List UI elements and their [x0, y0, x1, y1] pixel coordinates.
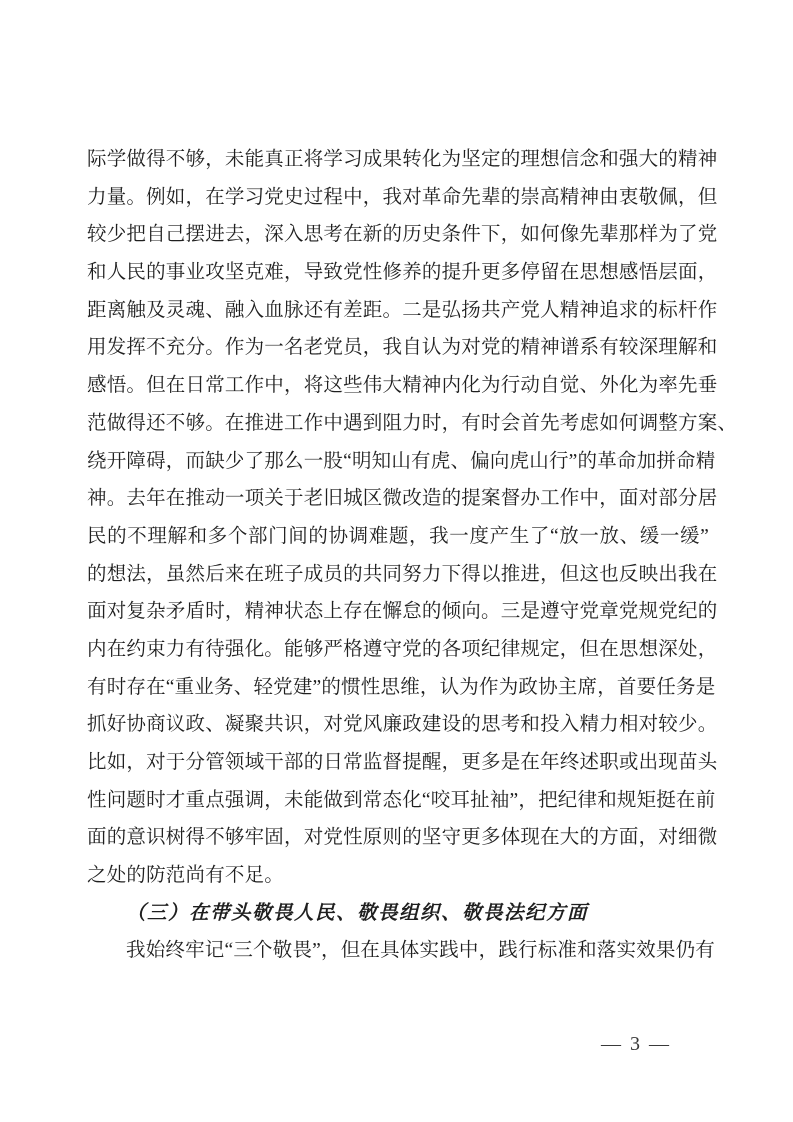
body-line: 面的意识树得不够牢固，对党性原则的坚守更多体现在大的方面，对细微 [87, 827, 718, 849]
section-heading: （三）在带头敬畏人民、敬畏组织、敬畏法纪方面 [126, 902, 589, 924]
page-number: — 3 — [601, 1033, 671, 1055]
body-line: 力量。例如，在学习党史过程中，我对革命先辈的崇高精神由衷敬佩，但 [87, 186, 718, 208]
body-line: 感悟。但在日常工作中，将这些伟大精神内化为行动自觉、外化为率先垂 [87, 375, 718, 397]
body-line: 内在约束力有待强化。能够严格遵守党的各项纪律规定，但在思想深处， [87, 638, 718, 660]
body-line: 有时存在“重业务、轻党建”的惯性思维，认为作为政协主席，首要任务是 [87, 676, 716, 698]
body-line: 我始终牢记“三个敬畏”，但在具体实践中，践行标准和落实效果仍有 [126, 940, 716, 962]
body-line: 比如，对于分管领域干部的日常监督提醒，更多是在年终述职或出现苗头 [87, 752, 718, 773]
body-line: 际学做得不够，未能真正将学习成果转化为坚定的理想信念和强大的精神 [87, 149, 718, 170]
body-line: 绕开障碍，而缺少了那么一股“明知山有虎、偏向虎山行”的革命加拼命精 [87, 450, 716, 472]
body-line: 抓好协商议政、凝聚共识，对党风廉政建设的思考和投入精力相对较少。 [87, 714, 718, 736]
body-line: 之处的防范尚有不足。 [87, 865, 285, 887]
body-line: 和人民的事业攻坚克难，导致党性修养的提升更多停留在思想感悟层面， [87, 262, 718, 284]
body-line: 的想法，虽然后来在班子成员的共同努力下得以推进，但这也反映出我在 [87, 563, 718, 585]
body-line: 范做得还不够。在推进工作中遇到阻力时，有时会首先考虑如何调整方案、 [87, 412, 738, 434]
body-line: 民的不理解和多个部门间的协调难题，我一度产生了“放一放、缓一缓” [87, 525, 709, 547]
body-text [87, 141, 738, 970]
body-line: 距离触及灵魂、融入血脉还有差距。二是弘扬共产党人精神追求的标杆作 [87, 299, 718, 321]
body-line: 面对复杂矛盾时，精神状态上存在懈怠的倾向。三是遵守党章党规党纪的 [87, 601, 718, 623]
body-line: 性问题时才重点强调，未能做到常态化“咬耳扯袖”，把纪律和规矩挺在前 [87, 789, 716, 811]
body-line: 较少把自己摆进去，深入思考在新的历史条件下，如何像先辈那样为了党 [87, 224, 718, 246]
body-line: 神。去年在推动一项关于老旧城区微改造的提案督办工作中，面对部分居 [87, 488, 718, 510]
body-line: 用发挥不充分。作为一名老党员，我自认为对党的精神谱系有较深理解和 [87, 337, 718, 359]
